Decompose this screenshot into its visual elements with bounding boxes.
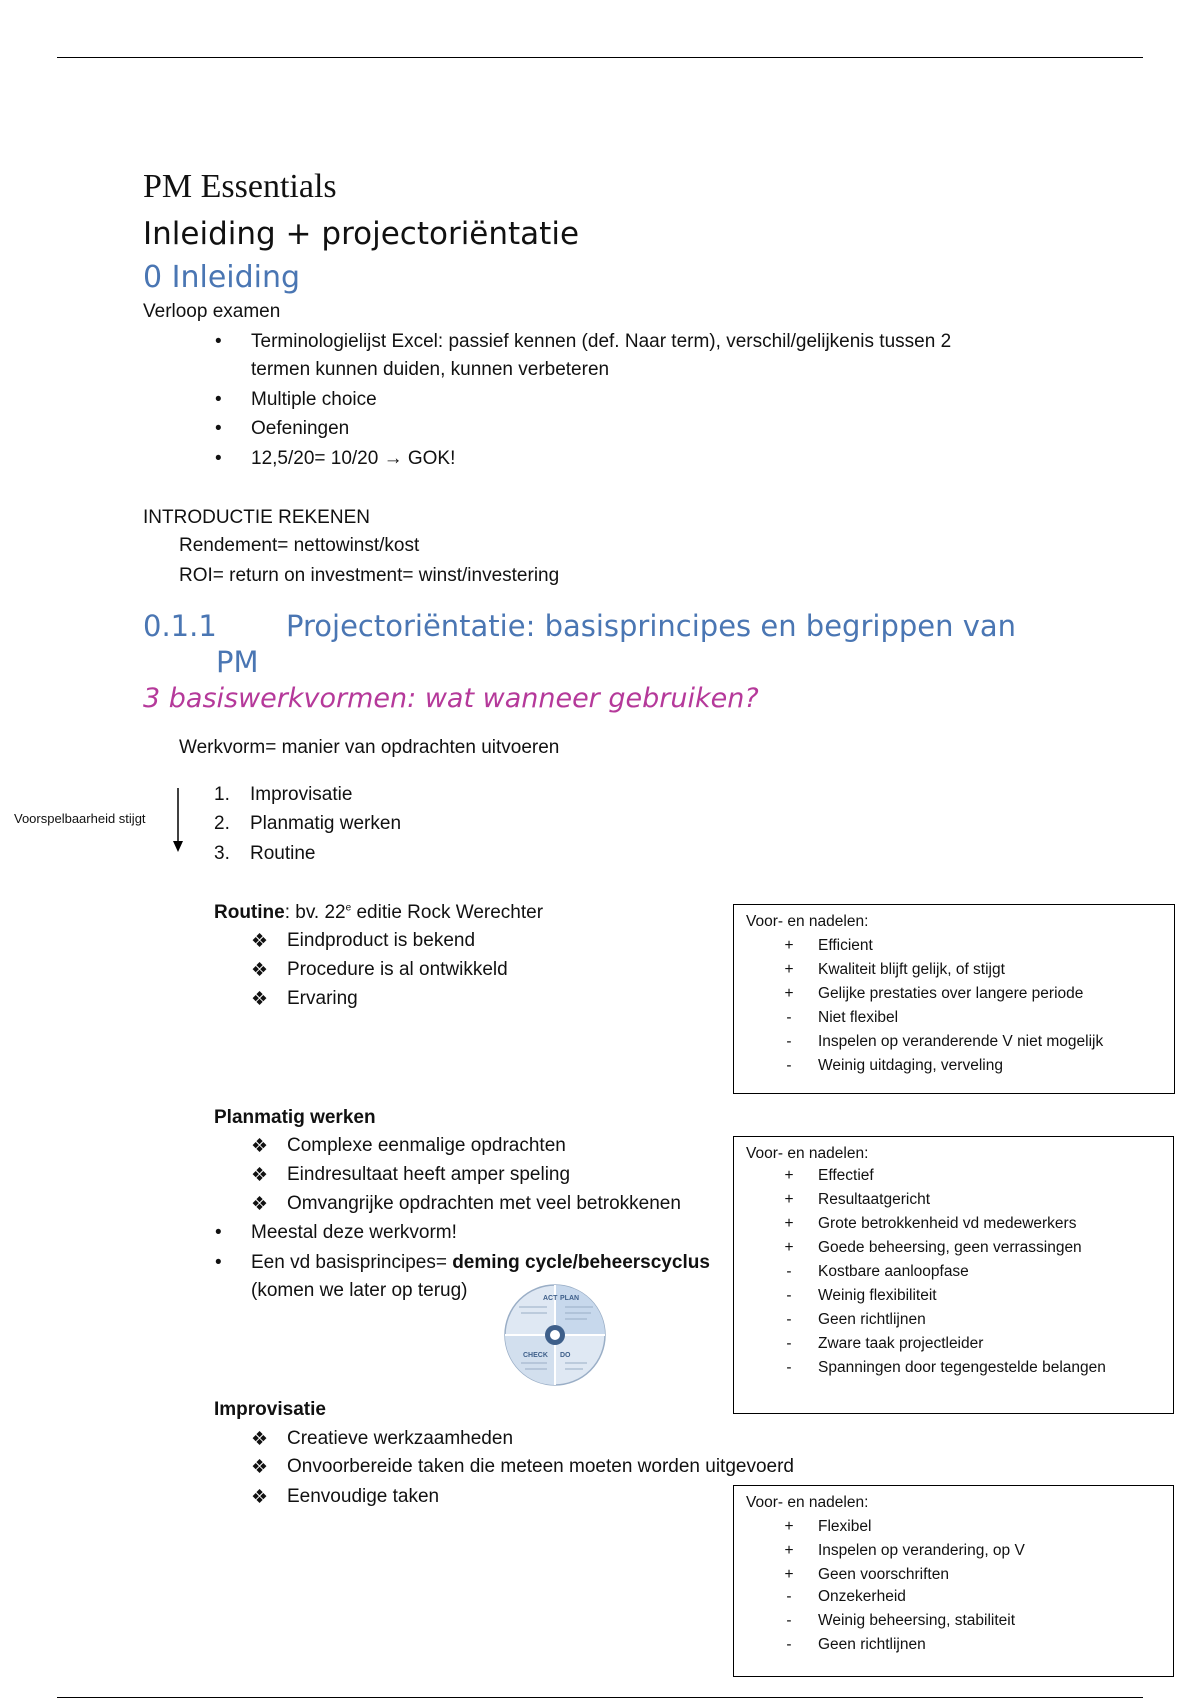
pdca-cycle-image bbox=[503, 1283, 607, 1387]
pros-cons-box-improvisatie: Voor- en nadelen: + Flexibel + Inspelen op verandering, op V + Geen voorschriften - Onzekerheid - Weinig beheersing, stabiliteit - Geen richtlijnen bbox=[733, 1485, 1174, 1677]
top-rule bbox=[57, 57, 1143, 58]
pdca-act-label: ACT bbox=[543, 1295, 558, 1302]
pros-cons-box-routine: Voor- en nadelen: + Efficient + Kwaliteit blijft gelijk, of stijgt + Gelijke prestaties over langere periode - Niet flexibel - Inspelen op veranderende V niet mogelijk - Weinig uitdaging, verveling bbox=[733, 904, 1175, 1094]
intro-label: INTRODUCTIE REKENEN bbox=[143, 507, 370, 528]
routine-heading: Routine: bv. 22e editie Rock Werechter bbox=[214, 902, 544, 923]
doc-title: PM Essentials bbox=[143, 168, 337, 205]
exam-label: Verloop examen bbox=[143, 301, 281, 322]
intro-line: Rendement= nettowinst/kost bbox=[179, 535, 420, 556]
heading-projectorientatie-cont: PM bbox=[216, 645, 259, 679]
intro-line: ROI= return on investment= winst/investering bbox=[179, 565, 560, 586]
pros-cons-box-planmatig: Voor- en nadelen: + Effectief + Resultaatgericht + Grote betrokkenheid vd medewerkers + Goede beheersing, geen verrassingen - Kostbare aanloopfase - Weinig flexibiliteit - Geen richtlijnen - Zware taak projectleider - Spanningen door tegengestelde belangen bbox=[733, 1136, 1174, 1414]
heading-inleiding: 0 Inleiding bbox=[143, 260, 301, 295]
arrow-down-icon bbox=[170, 786, 190, 854]
heading-number: 0.1.1 bbox=[143, 609, 217, 643]
arrow-label: Voorspelbaarheid stijgt bbox=[14, 811, 146, 826]
doc-subtitle: Inleiding + projectoriëntatie bbox=[143, 216, 580, 252]
pdca-plan-label: PLAN bbox=[560, 1295, 580, 1302]
improvisatie-heading: Improvisatie bbox=[214, 1399, 326, 1420]
pdca-do-label: DO bbox=[560, 1352, 571, 1359]
werkvorm-definition: Werkvorm= manier van opdrachten uitvoeren bbox=[179, 737, 560, 758]
pdca-check-label: CHECK bbox=[523, 1352, 548, 1359]
heading-projectorientatie: Projectoriëntatie: basisprincipes en begrippen van bbox=[286, 609, 1017, 643]
heading-basiswerkvormen: 3 basiswerkvormen: wat wanneer gebruiken? bbox=[143, 683, 759, 714]
planmatig-heading: Planmatig werken bbox=[214, 1107, 376, 1128]
bottom-rule bbox=[57, 1697, 1143, 1698]
